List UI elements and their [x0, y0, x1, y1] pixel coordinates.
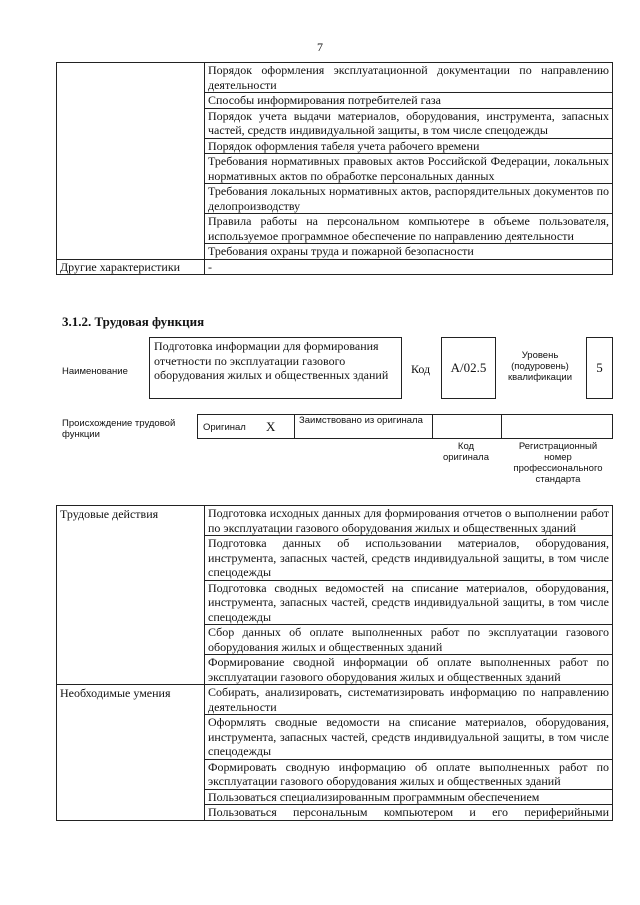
table-row — [57, 63, 613, 93]
level-label: Уровень (подуровень) квалификации — [507, 350, 573, 383]
borrowed-label: Заимствовано из оригинала — [299, 415, 423, 426]
origin-label: Происхождение трудовой функции — [62, 418, 176, 440]
knowledge-item: Правила работы на персональном компьютере в объеме пользователя, используемое программное обеспечение по направлению деятельности — [205, 214, 613, 244]
knowledge-item: Требования охраны труда и пожарной безопасности — [205, 244, 613, 260]
divider — [432, 414, 433, 439]
knowledge-table — [56, 62, 613, 275]
reg-number-label: Регистрационный номер профессионального стандарта — [513, 441, 603, 485]
skill-item: Оформлять сводные ведомости на списание материалов, оборудования, инструмента, запасных частей, средств индивидуальной защиты, в том числе спецодежды — [205, 715, 613, 760]
skill-item: Пользоваться персональным компьютером и его периферийными — [205, 805, 613, 821]
actions-skills-table — [56, 505, 613, 821]
skill-item: Собирать, анализировать, систематизировать информацию по направлению деятельности — [205, 685, 613, 715]
knowledge-item: Порядок оформления эксплуатационной документации по направлению деятельности — [205, 63, 613, 93]
page-number: 7 — [317, 40, 323, 54]
empty-label-cell — [57, 63, 205, 260]
table-row — [57, 506, 613, 536]
action-item: Подготовка сводных ведомостей на списание материалов, оборудования, инструмента, запасных частей, средств индивидуальной защиты, в том числе спецодежды — [205, 580, 613, 625]
divider — [501, 414, 502, 439]
table-row — [57, 685, 613, 715]
action-item: Подготовка исходных данных для формирования отчетов о выполнении работ по эксплуатации газового оборудования жилых и общественных зданий — [205, 506, 613, 536]
original-label: Оригинал — [203, 422, 246, 433]
skill-item: Формировать сводную информацию об оплате выполненных работ по эксплуатации газового оборудования жилых и общественных зданий — [205, 759, 613, 789]
actions-label: Трудовые действия — [57, 506, 205, 685]
action-item: Подготовка данных об использовании материалов, оборудования, инструмента, запасных частей, средств индивидуальной защиты, в том числе спецодежды — [205, 536, 613, 581]
original-mark: X — [266, 419, 276, 434]
knowledge-item: Требования локальных нормативных актов, распорядительных документов по делопроизводству — [205, 184, 613, 214]
function-name-box — [149, 337, 402, 399]
action-item: Сбор данных об оплате выполненных работ по эксплуатации газового оборудования жилых и общественных зданий — [205, 625, 613, 655]
code-label: Код — [411, 362, 431, 376]
other-characteristics-label: Другие характеристики — [57, 259, 205, 275]
function-name-value: Подготовка информации для формирования отчетности по эксплуатации газового оборудования жилых и общественных зданий — [154, 339, 389, 382]
other-characteristics-value: - — [205, 259, 613, 275]
divider — [294, 414, 295, 439]
function-code-box — [441, 337, 496, 399]
code-original-label: Код оригинала — [442, 441, 489, 463]
section-heading: 3.1.2. Трудовая функция — [62, 314, 205, 329]
knowledge-item: Порядок учета выдачи материалов, оборудования, инструмента, запасных частей, средств индивидуальной защиты, в том числе спецодежды — [205, 108, 613, 138]
skill-item: Пользоваться специализированным программным обеспечением — [205, 789, 613, 805]
function-code-value: А/02.5 — [450, 360, 487, 375]
level-box — [586, 337, 613, 399]
name-label: Наименование — [62, 366, 128, 377]
knowledge-item: Порядок оформления табеля учета рабочего времени — [205, 138, 613, 154]
table-row — [57, 259, 613, 275]
skills-label: Необходимые умения — [57, 685, 205, 821]
action-item: Формирование сводной информации об оплате выполненных работ по эксплуатации газового оборудования жилых и общественных зданий — [205, 655, 613, 685]
level-value: 5 — [596, 360, 603, 375]
knowledge-item: Способы информирования потребителей газа — [205, 93, 613, 109]
knowledge-item: Требования нормативных правовых актов Российской Федерации, локальных нормативных актов по обработке персональных данных — [205, 154, 613, 184]
origin-row — [197, 414, 613, 439]
